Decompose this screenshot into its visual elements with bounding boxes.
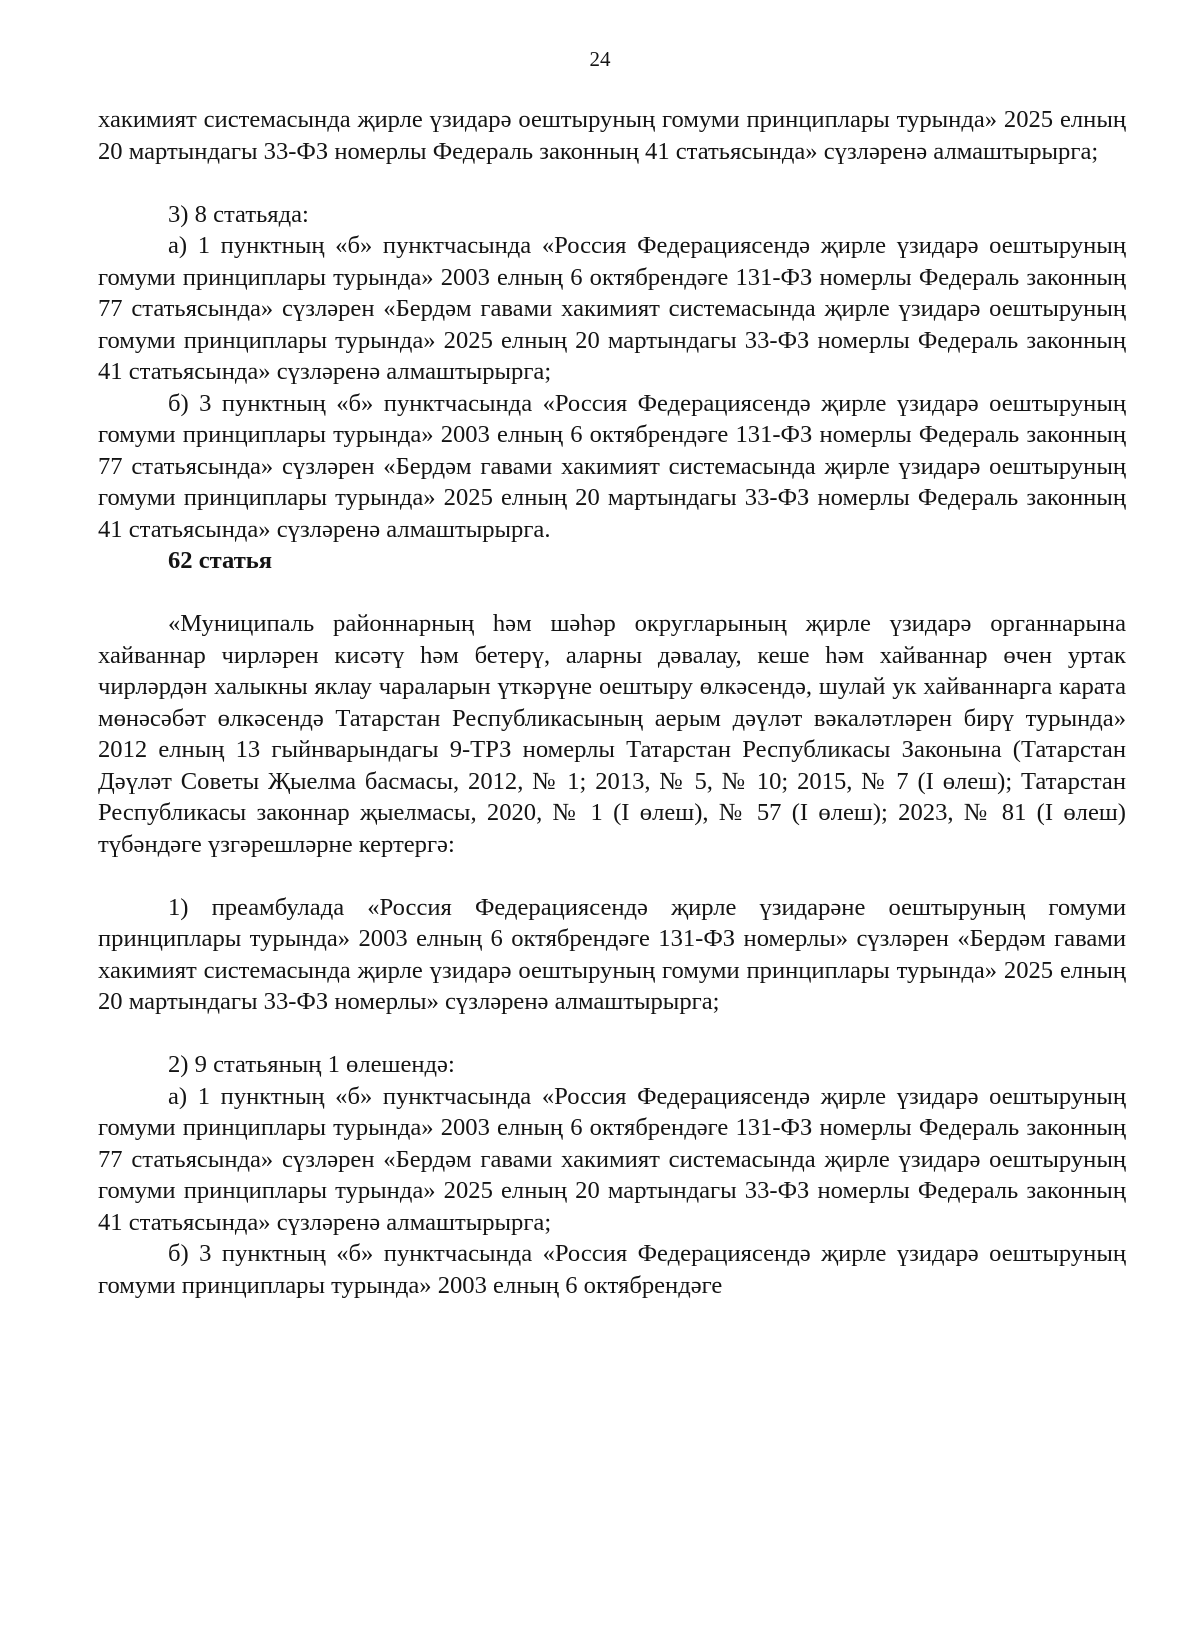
article-heading: 62 статья [168, 547, 273, 574]
page-number: 24 [589, 47, 611, 71]
document-body [98, 104, 1126, 1301]
list-item-article-8: 3) 8 статьяда: [168, 200, 309, 228]
subitem-a-article-9: а) 1 пунктның «б» пунктчасында «Россия Федерациясендә җирле үзидарә оештыруның гомуми принциплары турында» 2003 елның 6 октябрендәге 131-ФЗ номерлы Федераль законның 77 статьясында» сүзләрен «Бердәм гавами хакимият системасында җирле үзидарә оештыруның гомуми принциплары турында» 2025 елның 20 мартындагы 33-ФЗ номерлы Федераль законның 41 статьясында» сүзләренә алмаштырырга; [98, 1082, 1126, 1236]
subitem-a-article-8: а) 1 пунктның «б» пунктчасында «Россия Федерациясендә җирле үзидарә оештыруның гомуми принциплары турында» 2003 елның 6 октябрендәге 131-ФЗ номерлы Федераль законның 77 статьясында» сүзләрен «Бердәм гавами хакимият системасында җирле үзидарә оештыруның гомуми принциплары турында» 2025 елның 20 мартындагы 33-ФЗ номерлы Федераль законның 41 статьясында» сүзләренә алмаштырырга; [98, 232, 1126, 385]
subitem-b-article-9: б) 3 пунктның «б» пунктчасында «Россия Федерациясендә җирле үзидарә оештыруның гомуми принциплары турында» 2003 елның 6 октябрендәге [98, 1240, 1126, 1299]
subitem-b-article-8: б) 3 пунктның «б» пунктчасында «Россия Федерациясендә җирле үзидарә оештыруның гомуми принциплары турында» 2003 елның 6 октябрендәге 131-ФЗ номерлы Федераль законның 77 статьясында» сүзләрен «Бердәм гавами хакимият системасында җирле үзидарә оештыруның гомуми принциплары турында» 2025 елның 20 мартындагы 33-ФЗ номерлы Федераль законның 41 статьясында» сүзләренә алмаштырырга. [98, 389, 1126, 543]
article-62-intro: «Муниципаль районнарның һәм шәһәр округларының җирле үзидарә органнарына хайваннар чирләрен кисәтү һәм бетерү, аларны дәвалау, кеше һәм хайваннар өчен уртак чирләрдән халыкны яклау чараларын үткәрүне оештыру өлкәсендә, шулай ук хайваннарга карата мөнәсәбәт өлкәсендә Татарстан Республикасының аерым дәүләт вәкаләтләрен бирү турында» 2012 елның 13 гыйнварындагы 9-ТРЗ номерлы Татарстан Республикасы Законына (Татарстан Дәүләт Советы Җыелма басмасы, 2012, № 1; 2013, № 5, № 10; 2015, № 7 (I өлеш); Татарстан Республикасы законнар җыелмасы, 2020, № 1 (I өлеш), № 57 (I өлеш); 2023, № 81 (I өлеш) түбәндәге үзгәрешләрне кертергә: [98, 610, 1126, 858]
list-item-preamble: 1) преамбулада «Россия Федерациясендә җирле үзидарәне оештыруның гомуми принциплары турында» 2003 елның 6 октябрендәге 131-ФЗ номерлы» сүзләрен «Бердәм гавами хакимият системасында җирле үзидарә оештыруның гомуми принциплары турында» 2025 елның 20 мартындагы 33-ФЗ номерлы» сүзләренә алмаштырырга; [98, 893, 1126, 1015]
paragraph-continuation: хакимият системасында җирле үзидарә оештыруның гомуми принциплары турында» 2025 елның 20 мартындагы 33-ФЗ номерлы Федераль законның 41 статьясында» сүзләренә алмаштырырга; [98, 106, 1126, 165]
list-item-article-9: 2) 9 статьяның 1 өлешендә: [168, 1051, 455, 1078]
